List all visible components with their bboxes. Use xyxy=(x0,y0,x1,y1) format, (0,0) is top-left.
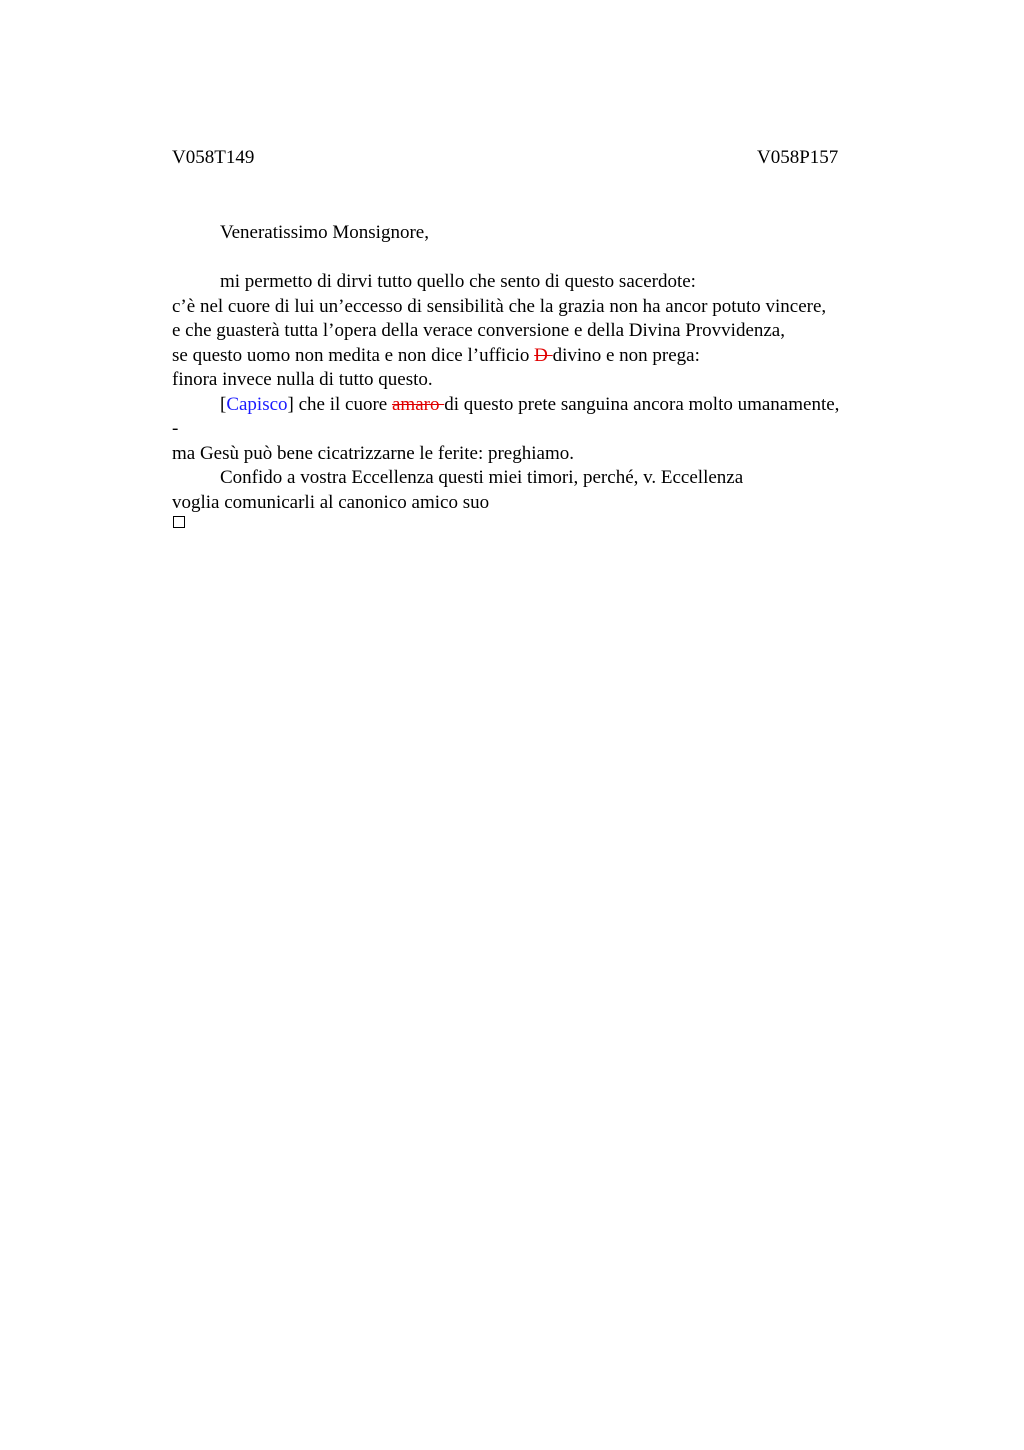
letter-line: mi permetto di dirvi tutto quello che sento di questo sacerdote: xyxy=(220,271,696,292)
letter-line: ma Gesù può bene cicatrizzarne le ferite: preghiamo. xyxy=(172,442,574,464)
deleted-text: D xyxy=(534,344,553,366)
letter-line: Confido a vostra Eccellenza questi miei timori, perché, v. Eccellenza xyxy=(220,467,744,488)
empty-box-icon xyxy=(173,516,185,528)
bracket-close: ] xyxy=(287,393,294,415)
line-text: se questo uomo non medita e non dice l’ufficio xyxy=(172,344,535,366)
line-text: di questo prete sanguina ancora molto umanamente, xyxy=(444,393,840,415)
letter-line xyxy=(172,344,912,369)
salutation: Veneratissimo Monsignore, xyxy=(220,222,429,243)
deleted-text: amaro xyxy=(392,393,445,415)
line-text: divino e non prega: xyxy=(552,344,700,366)
letter-line: c’è nel cuore di lui un’eccesso di sensibilità che la grazia non ha ancor potuto vincere, xyxy=(172,295,827,317)
letter-line: finora invece nulla di tutto questo. xyxy=(172,369,433,390)
letter-line xyxy=(172,393,912,418)
letter-line: e che guasterà tutta l’opera della verace conversione e della Divina Provvidenza, xyxy=(172,320,785,341)
letter-line: - xyxy=(172,418,179,439)
bracket-open: [ xyxy=(220,393,227,415)
header-left-code: V058T149 xyxy=(172,147,255,168)
letter-body xyxy=(172,270,912,515)
line-text: che il cuore xyxy=(293,393,392,415)
letter-line: voglia comunicarli al canonico amico suo xyxy=(172,491,490,513)
inserted-text: Capisco xyxy=(226,393,288,415)
header-right-code: V058P157 xyxy=(757,147,839,168)
